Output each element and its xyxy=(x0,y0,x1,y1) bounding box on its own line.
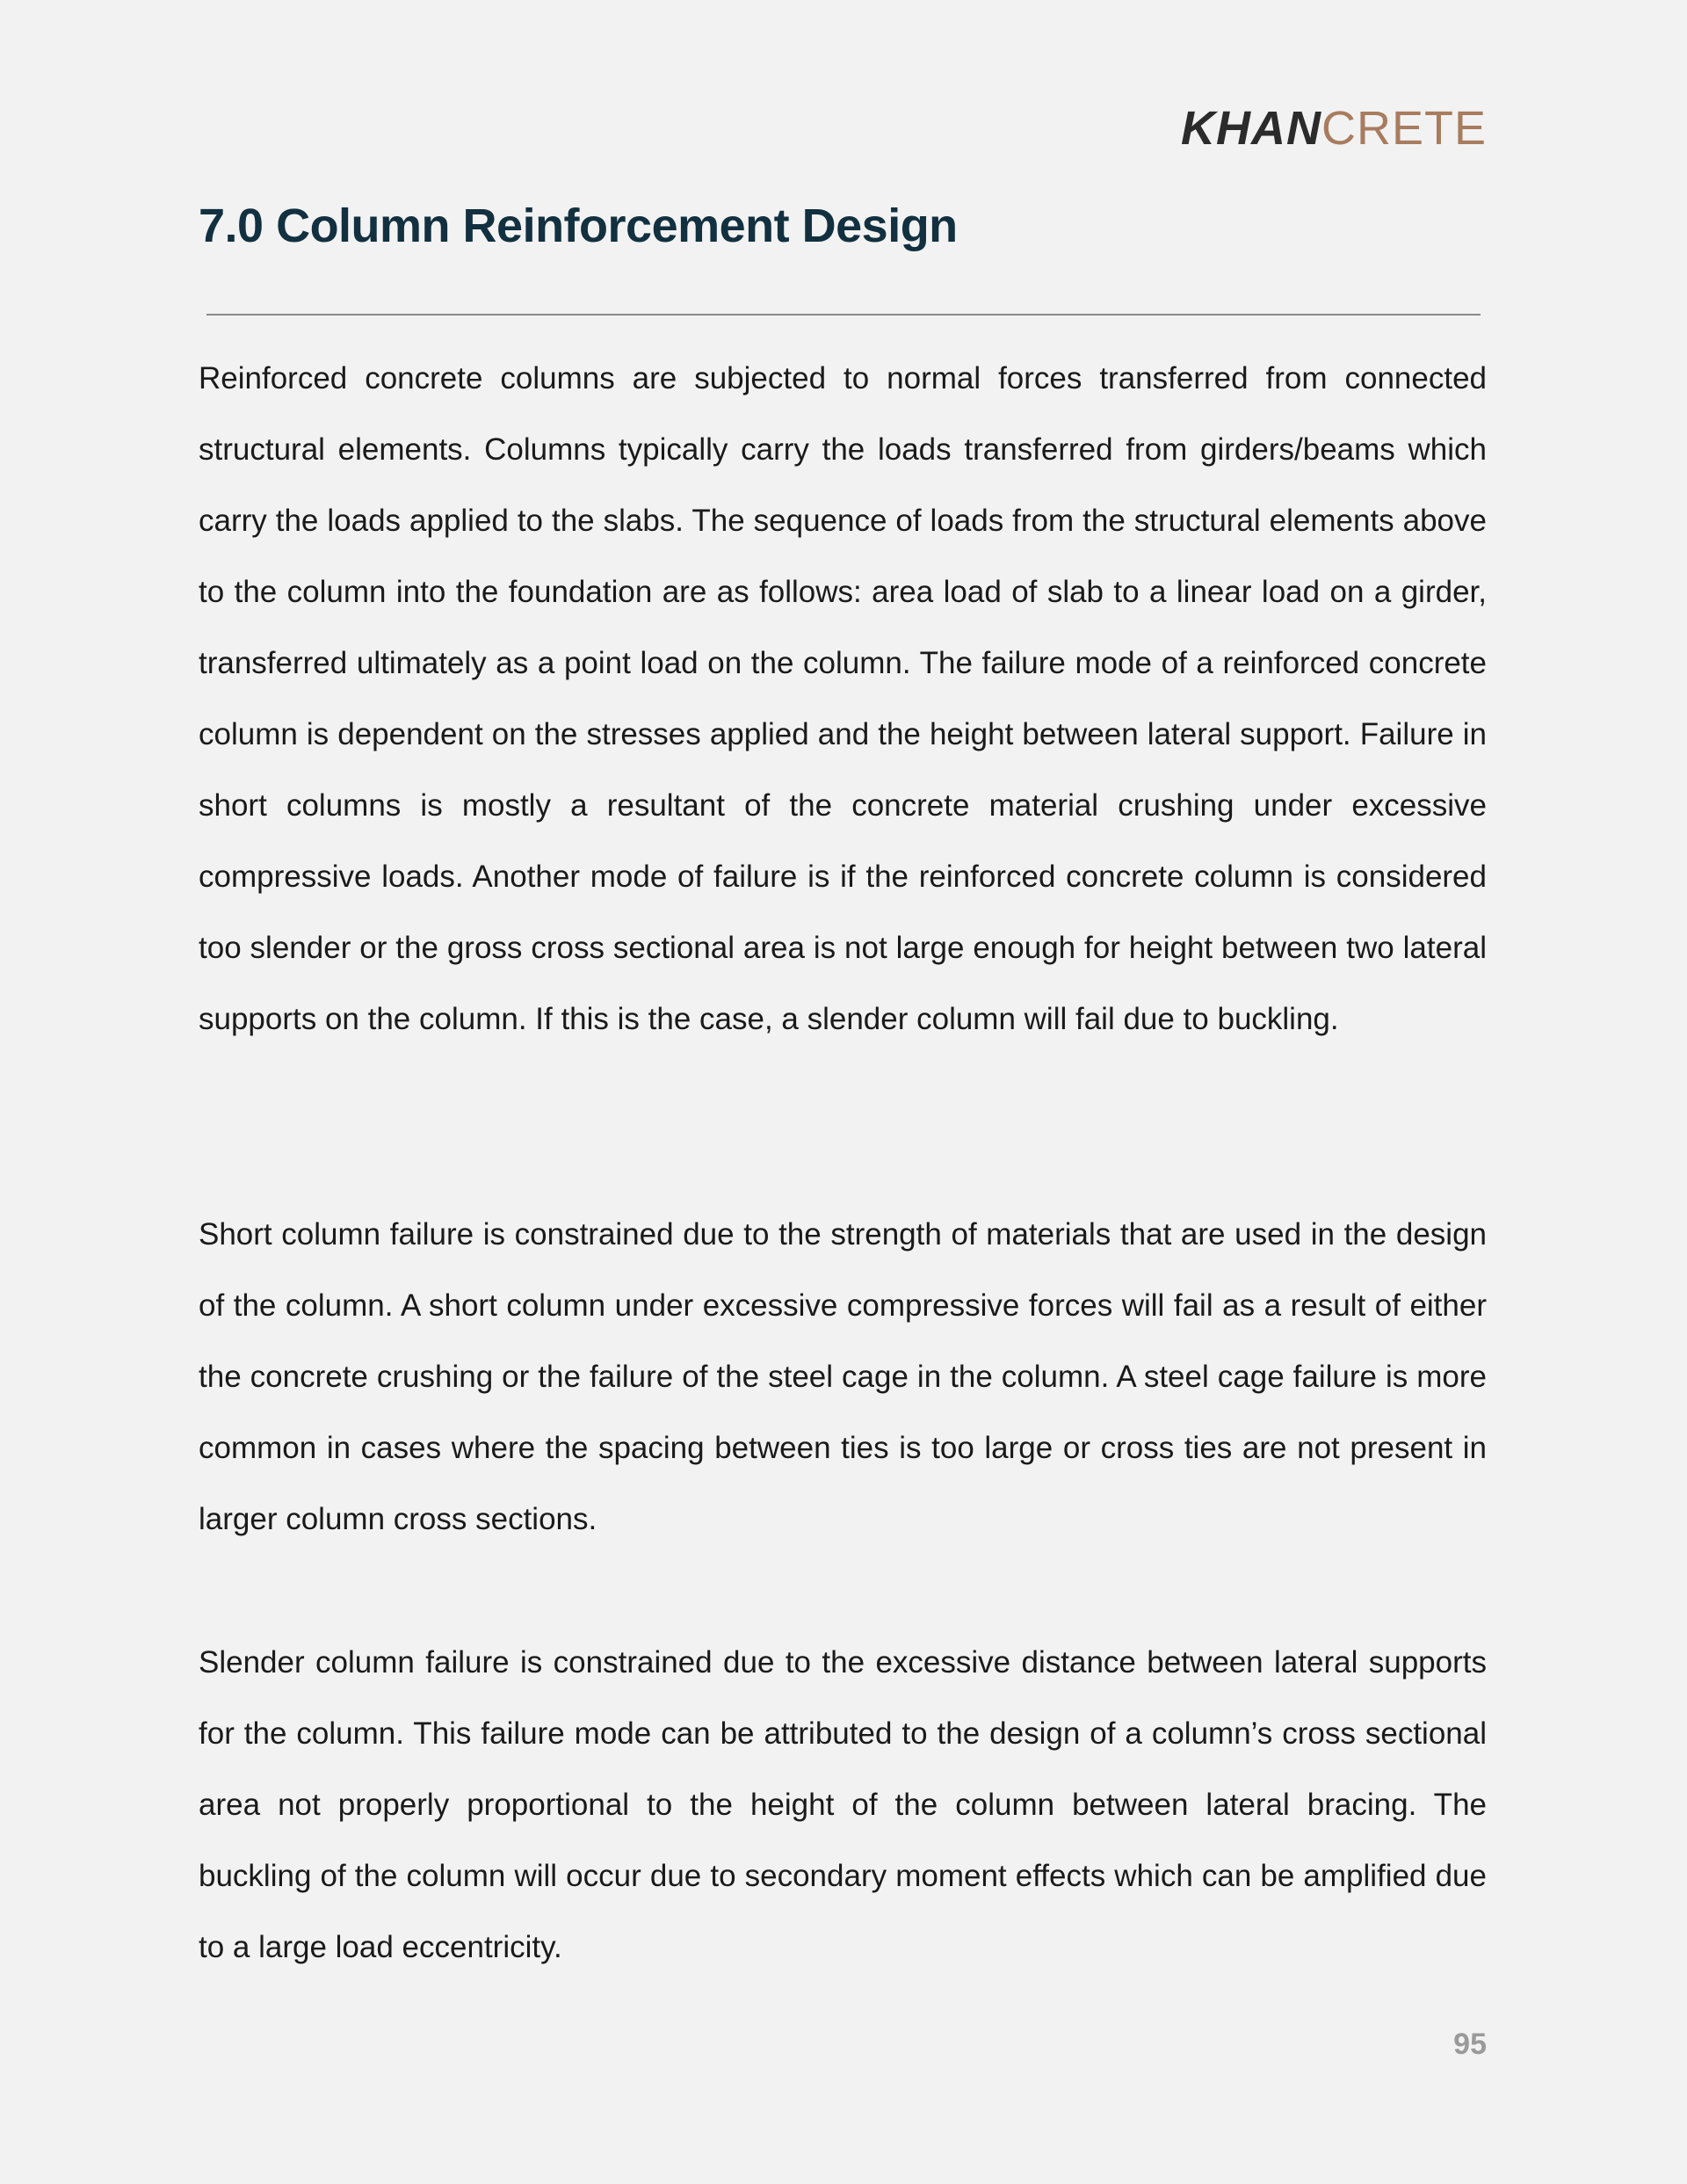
paragraph-slender-column-failure: Slender column failure is constrained due to the excessive distance between lateral supports for the column. This failure mode can be attributed to the design of a column’s cross sectional area not properly proportional to the height of the column between lateral bracing. The buckling of the column will occur due to secondary moment effects which can be amplified due to a large load eccentricity. xyxy=(199,1645,1487,1964)
section-title: 7.0 Column Reinforcement Design xyxy=(199,200,958,252)
paragraph-short-column-failure: Short column failure is constrained due to the strength of materials that are used in the design of the column. A short column under excessive compressive forces will fail as a result of either the concrete crushing or the failure of the steel cage in the column. A steel cage failure is more common in cases where the spacing between ties is too large or cross ties are not present in larger column cross sections. xyxy=(199,1217,1487,1536)
page-number: 95 xyxy=(1453,2028,1487,2061)
brand-logo-crete: CRETE xyxy=(1321,102,1487,155)
brand-logo-khan: KHAN xyxy=(1180,102,1321,155)
title-divider xyxy=(206,314,1481,316)
brand-logo xyxy=(1181,98,1487,158)
paragraph-column-loads: Reinforced concrete columns are subjected to normal forces transferred from connected structural elements. Columns typically carry the loads transferred from girders/beams which carry the loads applied to the slabs. The sequence of loads from the structural elements above to the column into the foundation are as follows: area load of slab to a linear load on a girder, transferred ultimately as a point load on the column. The failure mode of a reinforced concrete column is dependent on the stresses applied and the height between lateral support. Failure in short columns is mostly a resultant of the concrete material crushing under excessive compressive loads. Another mode of failure is if the reinforced concrete column is considered too slender or the gross cross sectional area is not large enough for height between two lateral supports on the column. If this is the case, a slender column will fail due to buckling. xyxy=(199,361,1487,1036)
